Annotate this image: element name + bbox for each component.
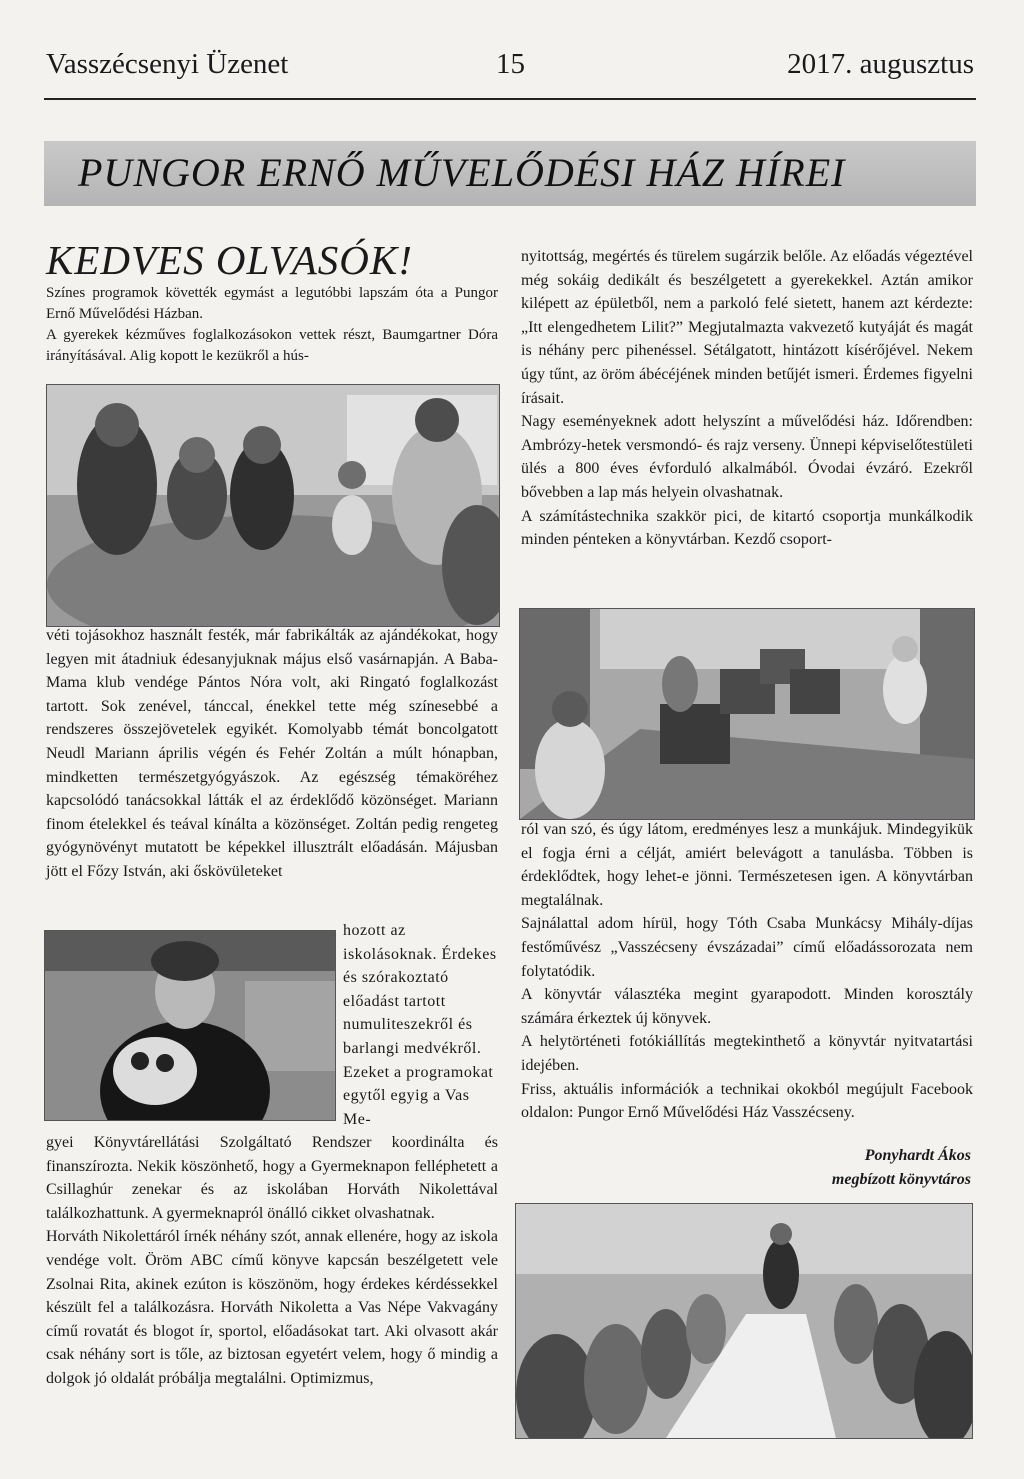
paragraph: Színes programok követték egymást a legutóbbi lapszám óta a Pungor Ernő Művelődési Házban.: [46, 285, 498, 322]
paragraph: A számítástechnika szakkör pici, de kitartó csoportja munkálkodik minden pénteken a könyvtárban. Kezdő csoport-: [521, 507, 973, 549]
craft-workshop-photo: [46, 384, 500, 627]
paragraph: A könyvtár választéka megint gyarapodott. Minden korosztály számára érkeztek új könyvek.: [521, 986, 973, 1027]
computer-class-photo: [519, 608, 975, 820]
paragraph: Horváth Nikolettáról írnék néhány szót, annak ellenére, hogy az iskola vendége volt. Öröm ABC című könyve kapcsán beszélgetett vele Zsolnai Rita, akinek ezúton is köszönöm, hogy érdekes kérdéssekkel készült fel a találkozásra. Horváth Nikoletta a Vas Népe Vakvagány című rovatát és blogot ír, sportol, előadásokat tart. Aki olvasott akár csak néhány sort is tőle, az biztosan egyetért velem, hogy ő mindig a dolgok jó oldalát próbálja megtalálni. Optimizmus,: [46, 1228, 498, 1387]
paragraph: Friss, aktuális információk a technikai okokból megújult Facebook oldalon: Pungor Ernő Művelődési Ház Vasszécseny.: [521, 1080, 973, 1122]
right-column-top: [521, 245, 973, 552]
paragraph: Sajnálattal adom hírül, hogy Tóth Csaba Munkácsy Mihály-díjas festőművész „Vasszécseny évszázadai” című előadássorozata nem folytatódik.: [521, 915, 973, 980]
issue-date: 2017. augusztus: [787, 48, 974, 80]
fossil-lecture-photo: [44, 930, 336, 1121]
book-club-photo: [515, 1203, 973, 1439]
section-banner: [44, 141, 976, 206]
right-column-bottom: [521, 818, 973, 1125]
left-column-wrap: hozott az iskolásoknak. Érdekes és szórakoztató előadást tartott numuliteszekről és barlangi medvékről. Ezeket a programokat egytől egyig a Vas Me-: [343, 922, 497, 1128]
author-role: megbízott könyvtáros: [831, 1171, 971, 1188]
paragraph: A helytörténeti fotókiállítás megtekinthető a könyvtár nyitvatartási idejében.: [521, 1033, 973, 1074]
paragraph: A gyerekek kézműves foglalkozásokon vettek részt, Baumgartner Dóra irányításával. Alig kopott le kezükről a hús-: [46, 327, 498, 364]
paragraph: nyitottság, megértés és türelem sugárzik belőle. Az előadás végeztével még sokáig dedikált és beszélgetett a gyerekekkel. Aztán amikor kilépett az épületből, nem a parkoló felé sietett, hanem azt kérdezte: „Itt elengedhetem Lilit?” Megjutalmazta vakvezető kutyáját és magát is néhány perc pihenéssel. Sétálgatott, hintázott kísérőjével. Nekem úgy tűnt, az öröm ábécéjének minden betűjét ismeri. Érdemes figyelni írásait.: [521, 248, 973, 407]
left-column-middle: véti tojásokhoz használt festék, már fabrikálták az ajándékokat, hogy legyen mit átadniuk édesanyjuknak május első vasárnapján. A Baba-Mama klub vendége Pántos Nóra volt, aki Ringató foglalkozást tartott. Sok zenével, tánccal, énekkel tette még színesebbé a rendszeres összejövetelek egyikét. Komolyabb témát boncolgatott Neudl Mariann április végén és Fehér Zoltán a múlt hónapban, mindketten természetgyógyászok. Az egészség témaköréhez kapcsolódó tanácsokkal látták el az érdeklődő közönséget. Mariann finom ételekkel és teával kínálta a közönséget. Zoltán pedig rengeteg gyógynövényt mutatott be képekkel illusztrált előadásán. Májusban jött el Főzy István, aki őskövületeket: [46, 627, 498, 880]
paragraph: ról van szó, és úgy látom, eredményes lesz a munkájuk. Mindegyikük el fogja érni a célját, amiért belevágott a tanulásba. Többen is érdeklődtek, hogy lehet-e jönni. Természetesen igen. A könyvtárban megtalálnak.: [521, 821, 973, 909]
article-greeting: KEDVES OLVASÓK!: [46, 237, 413, 283]
page-header: [44, 44, 976, 100]
paragraph: gyei Könyvtárellátási Szolgáltató Rendszer koordinálta és finanszírozta. Nekik köszönhető, hogy a Gyermeknapon felléphetett a Csillaghúr zenekar és az iskolában Horváth Nikolettával találkozhattunk. A gyermeknapról önálló cikket olvashatnak.: [46, 1134, 498, 1222]
page-number: 15: [496, 48, 525, 80]
author-name: Ponyhardt Ákos: [864, 1147, 971, 1164]
author-signature: [832, 1144, 971, 1192]
section-title: PUNGOR ERNŐ MŰVELŐDÉSI HÁZ HÍREI: [78, 150, 846, 195]
left-column-top: [46, 283, 498, 367]
publication-name: Vasszécsenyi Üzenet: [46, 48, 289, 80]
paragraph: Nagy eseményeknek adott helyszínt a művelődési ház. Időrendben: Ambrózy-hetek versmondó- és rajz verseny. Ünnepi képviselőtestületi ülés a 800 éves évforduló alkalmából. Óvodai évzáró. Ezekről bővebben a lap más helyein olvashatnak.: [521, 413, 973, 501]
left-column-bottom: [46, 1131, 498, 1391]
